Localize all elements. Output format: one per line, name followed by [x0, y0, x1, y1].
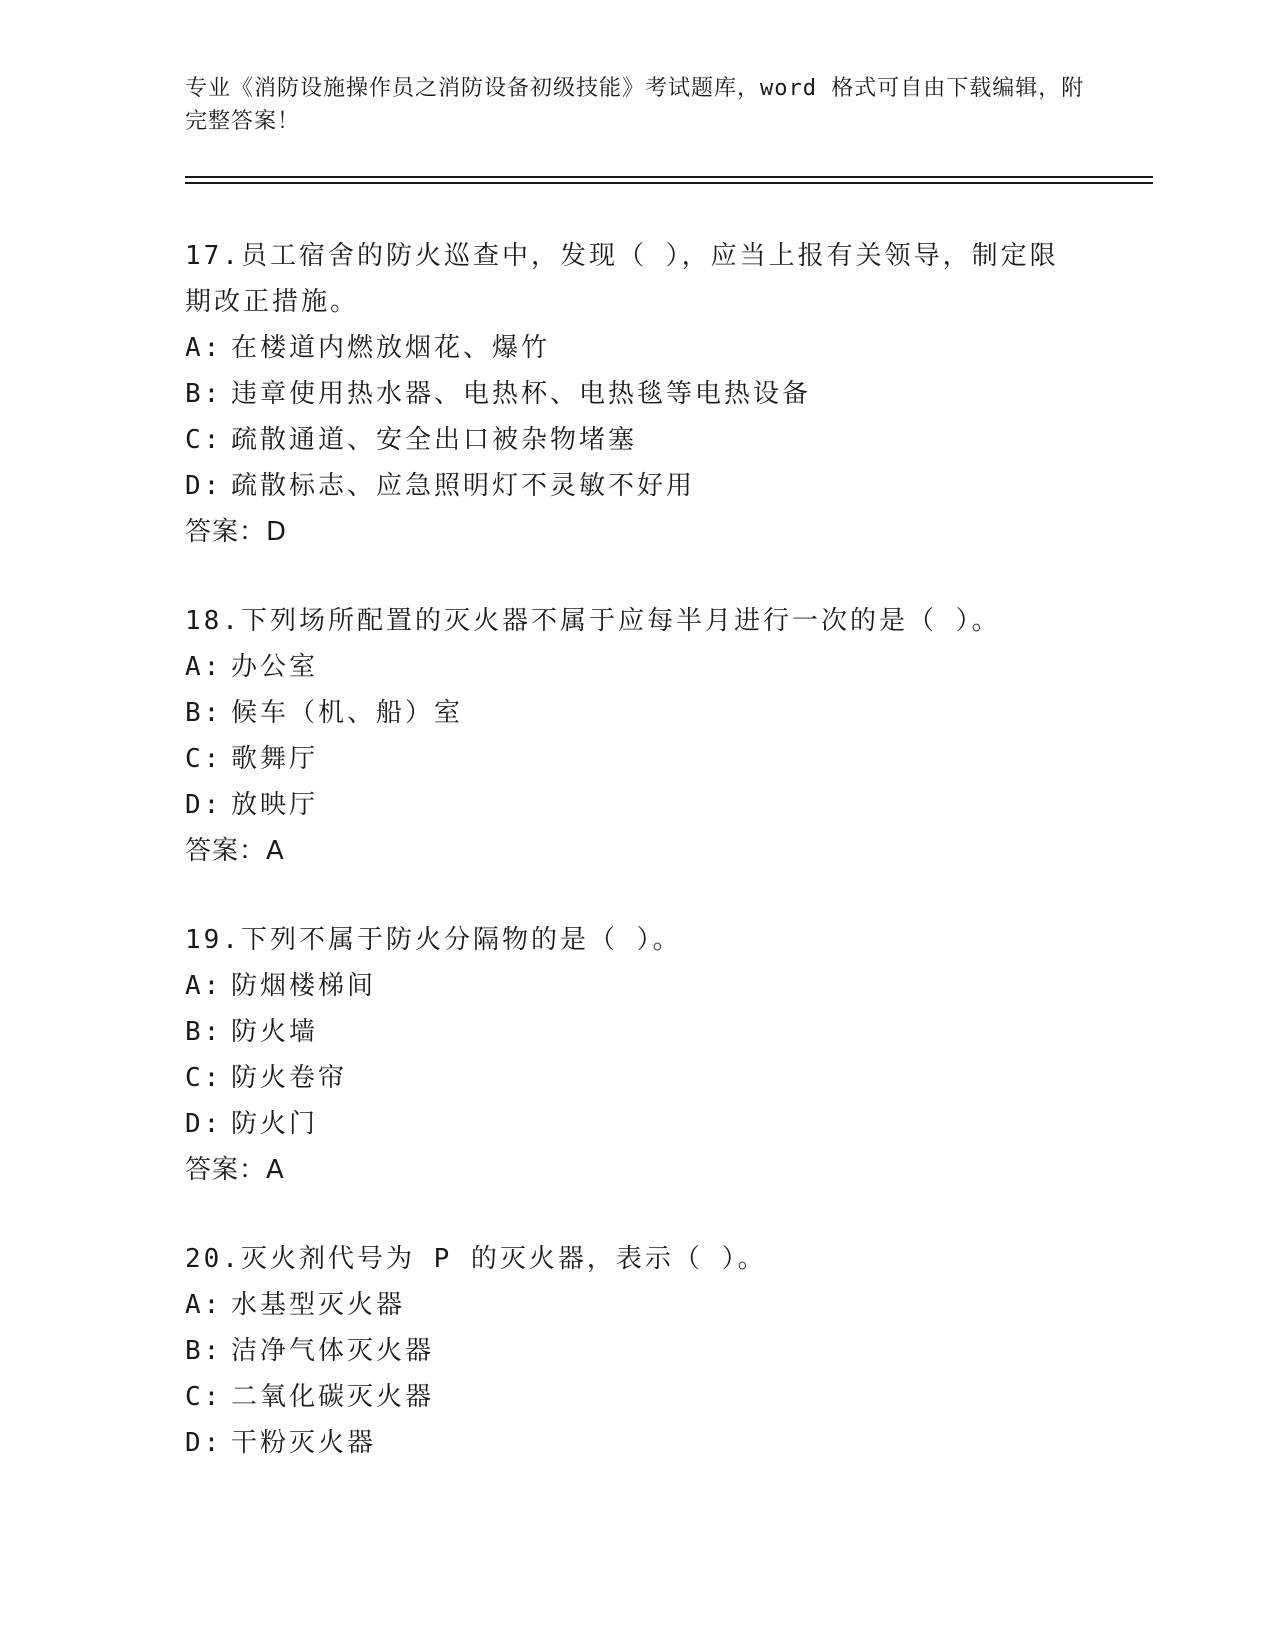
option-label: B:: [185, 1017, 223, 1047]
option-a: [185, 644, 1085, 690]
option-text: 疏散通道、安全出口被杂物堵塞: [231, 425, 638, 455]
option-d: [185, 463, 1085, 509]
option-b: [185, 690, 1085, 736]
option-text: 防火墙: [231, 1017, 319, 1047]
option-text: 防火卷帘: [231, 1063, 348, 1093]
option-label: D:: [185, 1428, 223, 1458]
option-text: 歌舞厅: [231, 744, 319, 774]
option-label: C:: [185, 744, 223, 774]
option-d: [185, 1420, 1085, 1466]
option-d: [185, 1101, 1085, 1147]
option-text: 水基型灭火器: [231, 1290, 406, 1320]
question-stem: 20.灭火剂代号为 P 的灭火器，表示（ ）。: [185, 1244, 767, 1274]
question-20: [185, 1236, 1085, 1466]
option-label: D:: [185, 790, 223, 820]
question-stem: 17.员工宿舍的防火巡查中，发现（ ），应当上报有关领导，制定限期改正措施。: [185, 241, 1059, 317]
option-d: [185, 782, 1085, 828]
answer: 答案：D: [185, 517, 288, 547]
document-header: 专业《消防设施操作员之消防设备初级技能》考试题库，word 格式可自由下载编辑，附完整答案！: [185, 76, 1085, 134]
option-a: [185, 963, 1085, 1009]
option-text: 候车（机、船）室: [231, 698, 464, 728]
answer: 答案：A: [185, 1155, 285, 1185]
question-stem: 18.下列场所配置的灭火器不属于应每半月进行一次的是（ ）。: [185, 606, 1001, 636]
header-divider-bottom: [185, 182, 1153, 184]
option-c: [185, 736, 1085, 782]
option-b: [185, 371, 1085, 417]
option-label: B:: [185, 1336, 223, 1366]
question-17: [185, 233, 1085, 555]
option-text: 洁净气体灭火器: [231, 1336, 435, 1366]
option-c: [185, 1055, 1085, 1101]
option-text: 干粉灭火器: [231, 1428, 377, 1458]
option-c: [185, 1374, 1085, 1420]
option-a: [185, 325, 1085, 371]
option-text: 防烟楼梯间: [231, 971, 377, 1001]
option-label: C:: [185, 1063, 223, 1093]
option-label: C:: [185, 1382, 223, 1412]
option-text: 办公室: [231, 652, 319, 682]
option-c: [185, 417, 1085, 463]
option-label: B:: [185, 698, 223, 728]
option-text: 放映厅: [231, 790, 319, 820]
option-b: [185, 1009, 1085, 1055]
option-label: A:: [185, 971, 223, 1001]
option-text: 疏散标志、应急照明灯不灵敏不好用: [231, 471, 696, 501]
option-label: B:: [185, 379, 223, 409]
header-divider-top: [185, 176, 1153, 178]
option-text: 违章使用热水器、电热杯、电热毯等电热设备: [231, 379, 812, 409]
option-text: 防火门: [231, 1109, 319, 1139]
question-stem: 19.下列不属于防火分隔物的是（ ）。: [185, 925, 682, 955]
option-b: [185, 1328, 1085, 1374]
option-text: 二氧化碳灭火器: [231, 1382, 435, 1412]
option-label: D:: [185, 471, 223, 501]
question-19: [185, 917, 1085, 1193]
option-label: A:: [185, 1290, 223, 1320]
option-label: A:: [185, 333, 223, 363]
option-text: 在楼道内燃放烟花、爆竹: [231, 333, 551, 363]
option-label: A:: [185, 652, 223, 682]
option-label: D:: [185, 1109, 223, 1139]
option-a: [185, 1282, 1085, 1328]
question-18: [185, 598, 1085, 874]
option-label: C:: [185, 425, 223, 455]
answer: 答案：A: [185, 836, 285, 866]
